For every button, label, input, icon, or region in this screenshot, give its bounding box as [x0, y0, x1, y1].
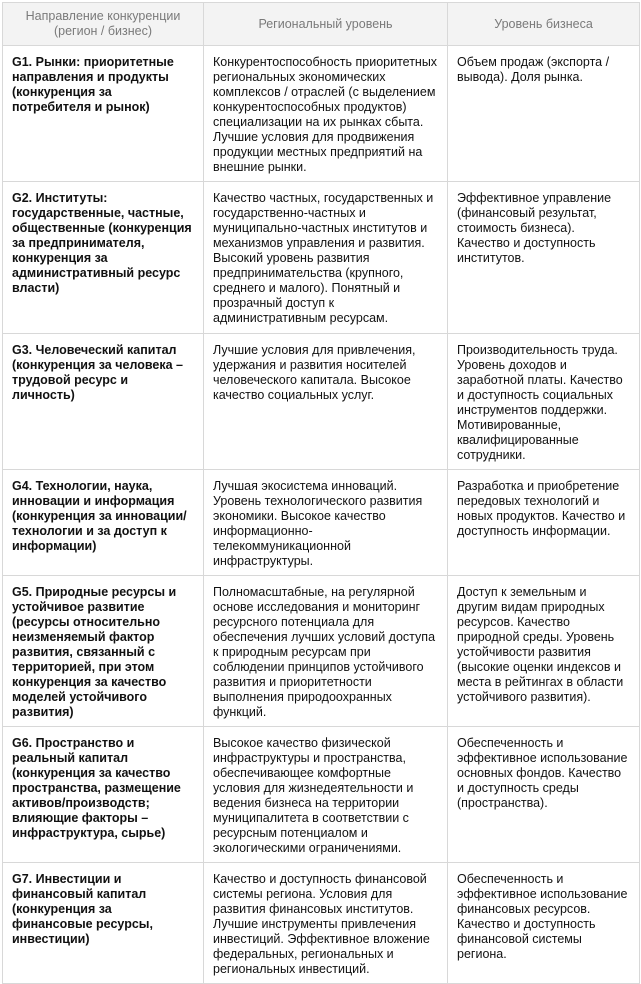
competition-table	[2, 2, 640, 984]
header-regional-level: Региональный уровень	[204, 3, 448, 46]
business-cell: Доступ к земельным и другим видам природных ресурсов. Качество природной среды. Уровень устойчивости развития (высокие оценки индексов и места в рейтингах в области устойчивого развития).	[448, 576, 640, 727]
table-header-row	[3, 3, 640, 46]
regional-cell: Высокое качество физической инфраструктуры и пространства, обеспечивающее комфортные условия для жизнедеятельности и ведения бизнеса на территории муниципалитета в соответствии с ресурсным потенциалом и экологическими ограничениями.	[204, 727, 448, 863]
business-cell: Обеспеченность и эффективное использование основных фондов. Качество и доступность среды (пространства).	[448, 727, 640, 863]
business-cell: Объем продаж (экспорта / вывода). Доля рынка.	[448, 46, 640, 182]
regional-cell: Полномасштабные, на регулярной основе исследования и мониторинг ресурсного потенциала для обеспечения лучших условий доступа к природным ресурсам при соблюдении принципов устойчивого развития и приоритетности выполнения природоохранных функций.	[204, 576, 448, 727]
business-cell: Эффективное управление (финансовый результат, стоимость бизнеса). Качество и доступность институтов.	[448, 182, 640, 334]
direction-cell: G4. Технологии, наука, инновации и информация (конкуренция за инновации/технологии и за доступ к информации)	[3, 470, 204, 576]
regional-cell: Конкурентоспособность приоритетных региональных экономических комплексов / отраслей (с выделением конкурентоспособных продуктов) специализации на их рынках сбыта. Лучшие условия для продвижения продукции местных предприятий на внешние рынки.	[204, 46, 448, 182]
table-row	[3, 182, 640, 334]
table-row	[3, 863, 640, 984]
business-cell: Обеспеченность и эффективное использование финансовых ресурсов. Качество и доступность финансовой системы региона.	[448, 863, 640, 984]
direction-cell: G3. Человеческий капитал (конкуренция за человека – трудовой ресурс и личность)	[3, 334, 204, 470]
table-row	[3, 727, 640, 863]
regional-cell: Лучшие условия для привлечения, удержания и развития носителей человеческого капитала. Высокое качество социальных услуг.	[204, 334, 448, 470]
direction-cell: G2. Институты: государственные, частные, общественные (конкуренция за предпринимателя, конкуренция за административный ресурс власти)	[3, 182, 204, 334]
header-business-level: Уровень бизнеса	[448, 3, 640, 46]
business-cell: Производительность труда. Уровень доходов и заработной платы. Качество и доступность социальных инструментов поддержки. Мотивированные, квалифицированные сотрудники.	[448, 334, 640, 470]
regional-cell: Качество частных, государственных и государственно-частных и муниципально-частных институтов и механизмов управления и развития. Высокий уровень развития предпринимательства (крупного, среднего и малого). Понятный и прозрачный доступ к административным ресурсам.	[204, 182, 448, 334]
direction-cell: G5. Природные ресурсы и устойчивое развитие (ресурсы относительно неизменяемый фактор развития, связанный с территорией, при этом конкуренция за качество моделей устойчивого развития)	[3, 576, 204, 727]
direction-cell: G7. Инвестиции и финансовый капитал (конкуренция за финансовые ресурсы, инвестиции)	[3, 863, 204, 984]
table-row	[3, 46, 640, 182]
table-row	[3, 576, 640, 727]
table-row	[3, 470, 640, 576]
direction-cell: G1. Рынки: приоритетные направления и продукты (конкуренция за потребителя и рынок)	[3, 46, 204, 182]
business-cell: Разработка и приобретение передовых технологий и новых продуктов. Качество и доступность информации.	[448, 470, 640, 576]
regional-cell: Качество и доступность финансовой системы региона. Условия для развития финансовых институтов. Лучшие инструменты привлечения инвестиций. Эффективное вложение федеральных, региональных и региональных инвестиций.	[204, 863, 448, 984]
regional-cell: Лучшая экосистема инноваций. Уровень технологического развития экономики. Высокое качество информационно-телекоммуникационной инфраструктуры.	[204, 470, 448, 576]
direction-cell: G6. Пространство и реальный капитал (конкуренция за качество пространства, размещение активов/производств; влияющие факторы – инфраструктура, сырье)	[3, 727, 204, 863]
table-row	[3, 334, 640, 470]
header-direction: Направление конкуренции (регион / бизнес)	[3, 3, 204, 46]
